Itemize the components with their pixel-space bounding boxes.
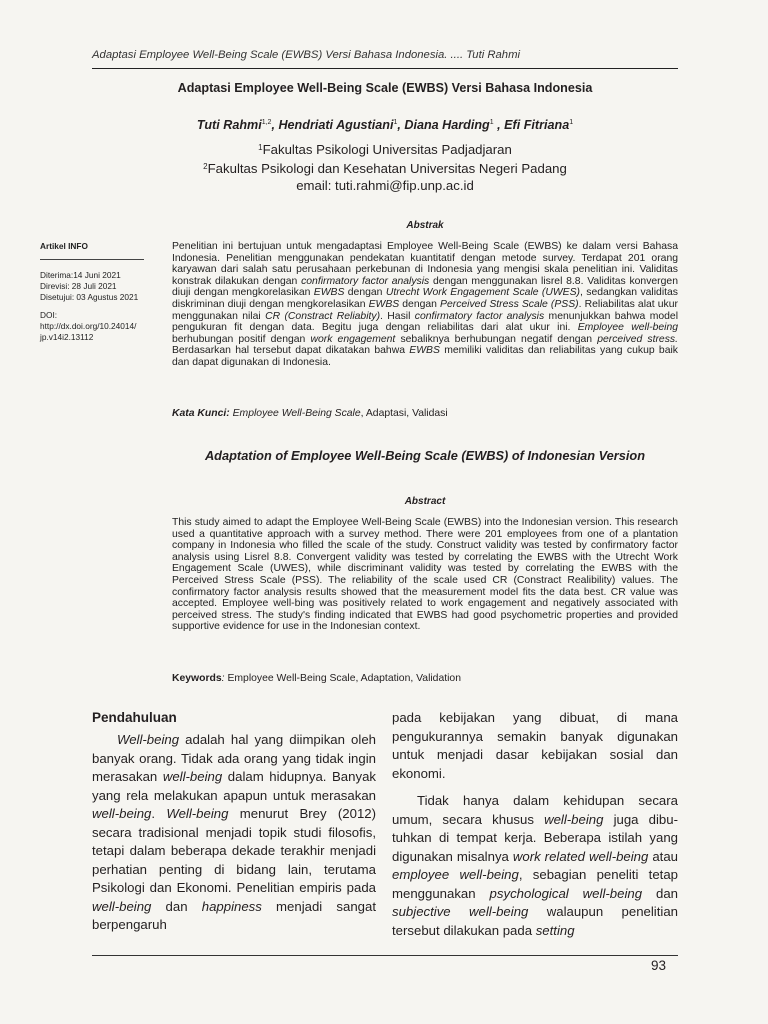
text-run: berhubungan positif dengan — [172, 333, 311, 345]
footer-rule — [92, 955, 678, 956]
article-info-title: Artikel INFO — [40, 241, 144, 260]
italic-term: confirmatory factor analysis — [414, 310, 545, 322]
affiliation-mark: 2 — [203, 162, 208, 171]
paper-title-english: Adaptation of Employee Well-Being Scale (EWBS) of Indonesian Version — [204, 448, 646, 463]
text-run: atau — [648, 848, 678, 864]
section-heading: Pendahuluan — [92, 710, 177, 725]
kata-kunci-label: Kata Kunci: — [172, 408, 230, 419]
author-separator: , — [397, 118, 405, 132]
italic-term: setting — [535, 922, 575, 938]
doi-link-continued[interactable]: jp.v14i2.13112 — [40, 332, 94, 342]
body-column-left — [92, 731, 376, 935]
doi-label: DOI: — [40, 310, 58, 320]
affiliations — [92, 139, 678, 194]
text-run: . — [151, 806, 167, 821]
doi-link[interactable]: http://dx.doi.org/10.24014/ — [40, 321, 137, 331]
affiliation-mark: 1 — [258, 143, 263, 152]
text-run: dalam hidupnya. Banyak yang rela melakukan apapun untuk merasakan — [92, 769, 376, 803]
author-list — [92, 118, 678, 132]
revised-date: Direvisi: 28 Juli 2021 — [40, 281, 117, 291]
italic-term: well-being — [162, 769, 223, 784]
paragraph — [92, 731, 376, 935]
author-affiliation-mark: 1 — [489, 119, 494, 126]
keywords — [172, 673, 678, 684]
text-run: juga dibutuhkan di tempat kerja. Beberapa istilah yang digunakan misalnya — [392, 811, 678, 864]
italic-term: EWBS — [409, 345, 440, 357]
text-run: , sebagian peneliti tetap menggunakan — [392, 867, 678, 901]
text-run: dan — [151, 898, 202, 914]
body-column-right — [392, 709, 678, 940]
italic-term: work related well-being — [512, 848, 649, 864]
contact-email: email: tuti.rahmi@fip.unp.ac.id — [296, 178, 474, 193]
text-run: menjadi sangat berpengaruh — [92, 898, 376, 932]
text-run: sebaliknya berhubungan negatif dengan — [395, 333, 598, 345]
italic-term: confirmatory factor analysis — [301, 275, 430, 287]
kata-kunci — [172, 408, 678, 419]
affiliation-text: Fakultas Psikologi Universitas Padjadjaran — [262, 142, 512, 157]
keywords-colon: : — [221, 673, 225, 684]
author-separator: , — [493, 118, 505, 132]
author-affiliation-mark: 1 — [393, 119, 398, 126]
author-name: Diana Harding — [404, 118, 490, 132]
paper-title-indonesian: Adaptasi Employee Well-Being Scale (EWBS) Versi Bahasa Indonesia — [177, 81, 593, 95]
article-info — [40, 241, 152, 343]
italic-term: happiness — [201, 898, 262, 914]
keywords-value: Employee Well-Being Scale, Adaptation, Validation — [224, 673, 461, 684]
text-run: dengan — [399, 298, 441, 310]
text-run: . Hasil — [380, 310, 415, 322]
author-affiliation-mark: 1 — [569, 119, 574, 126]
text-run: menurut Brey (2012) secara tradisional menjadi topik studi filosofis, tetapi dalam beberapa dekade terakhir menjadi perhatian penting di bidang lain, terutama Psikologi dan Ekonomi. Penelitian empiris pada — [92, 806, 376, 895]
italic-term: Perceived Stress Scale (PSS) — [440, 298, 579, 310]
text-run: . Reliabilitas alat ukur menggunakan nilai — [172, 298, 678, 322]
italic-term: psychological well-being — [489, 885, 643, 901]
italic-term: perceived stress. — [597, 333, 678, 345]
accepted-date: Disetujui: 03 Agustus 2021 — [40, 292, 139, 302]
text-run: dengan menggunakan lisrel 8.8. Validitas konvergen diuji dengan mengkorelasikan — [172, 275, 678, 299]
paragraph-continued: pada kebijakan yang dibuat, di mana pengukurannya semakin banyak digunakan untuk menjadi dasar kebijakan sosial dan ekonomi. — [392, 710, 678, 781]
paragraph — [392, 792, 678, 940]
italic-term: Well-being — [166, 806, 229, 821]
doi-block — [40, 310, 152, 343]
abstrak-heading: Abstrak — [406, 220, 444, 231]
italic-term: work engagement — [310, 333, 396, 345]
italic-term: well-being — [92, 806, 152, 821]
text-run: Penelitian ini bertujuan untuk mengadaptasi Employee Well-Being Scale (EWBS) ke dalam versi Bahasa Indonesia. Penelitian menggunakan pendekatan kuantitatif dengan metode survey. Terdapat 201 orang karyawan dari salah satu perusahaan perkebunan di Indonesia yang mengisi skala penelitian ini. Validitas konstrak dilakukan dengan — [172, 241, 678, 287]
author-name: Tuti Rahmi — [196, 118, 262, 132]
author-affiliation-mark: 1,2 — [261, 119, 272, 126]
text-run: dengan — [344, 287, 386, 299]
text-run: menunjukkan bahwa model pengukuran fit dengan data. Begitu juga dengan reliabilitas dari alat ukur ini. — [172, 310, 679, 334]
italic-term: Well-being — [117, 732, 180, 747]
text-run: Tidak hanya dalam kehidupan secara umum, secara khusus — [392, 793, 678, 827]
text-run: Berdasarkan hal tersebut dapat dikatakan bahwa — [172, 345, 410, 357]
italic-term: well-being — [92, 898, 152, 914]
affiliation-2 — [92, 158, 678, 177]
abstrak-body — [172, 241, 678, 369]
text-run: memiliki validitas dan reliabilitas yang cukup baik dan dapat digunakan di Indonesia. — [172, 345, 678, 368]
page-number: 93 — [650, 958, 666, 973]
received-date: Diterima:14 Juni 2021 — [40, 270, 121, 280]
text-run: adalah hal yang diimpikan oleh banyak orang. Tidak ada orang yang tidak ingin merasakan — [92, 732, 376, 784]
article-dates — [40, 270, 152, 303]
author-separator: , — [271, 118, 279, 132]
author-name: Efi Fitriana — [504, 118, 570, 132]
kata-kunci-rest: , Adaptasi, Validasi — [360, 408, 448, 419]
affiliation-1 — [92, 139, 678, 158]
text-run: walaupun penelitian tersebut dilakukan pada — [392, 904, 678, 938]
italic-term: CR (Constract Reliabity) — [265, 310, 381, 322]
text-run: , sedangkan validitas diskriminan diuji dengan mengkorelasikan — [172, 287, 678, 310]
abstract-body: This study aimed to adapt the Employee Well-Being Scale (EWBS) into the Indonesian version. This research used a quantitative approach with a survey method. There were 201 employees from one of a plantation company in Indonesia who filled the scale of the study. Construct validity was tested by confirmatory factor analysis using Lisrel 8.8. Convergent validity was tested by correlating the EWBS with the Utrecht Work Engagement Scale (UWES), while discriminant validity was tested by correlating the EWBS with the Perceived Stress Scale (PSS). The reliability of the scale used CR (Constract Realibility) values. The confirmatory factor analysis results showed that the measurement model fits the data best. CR value was accepted. Employee well-bing was positively related to work engagement and negatively associated with perceived stress. The study's finding indicated that EWBS had good psychometric properties and provided supportive evidence for use in the Indonesian context. — [172, 517, 678, 633]
italic-term: Utrecht Work Engagement Scale (UWES) — [385, 287, 580, 299]
running-header: Adaptasi Employee Well-Being Scale (EWBS) Versi Bahasa Indonesia. .... Tuti Rahmi — [92, 49, 521, 61]
italic-term: EWBS — [313, 287, 345, 299]
text-run: dan — [642, 885, 678, 901]
header-rule — [92, 68, 678, 69]
italic-term: Employee well-being — [577, 322, 679, 334]
affiliation-text: Fakultas Psikologi dan Kesehatan Universitas Negeri Padang — [207, 161, 567, 176]
kata-kunci-italic: Employee Well-Being Scale — [229, 408, 361, 419]
abstract-heading: Abstract — [404, 496, 446, 507]
italic-term: employee well-being — [392, 867, 519, 882]
italic-term: subjective well-being — [392, 904, 529, 919]
author-name: Hendriati Agustiani — [278, 118, 394, 132]
keywords-label: Keywords — [172, 673, 222, 684]
italic-term: well-being — [544, 811, 604, 827]
italic-term: EWBS — [368, 298, 400, 310]
